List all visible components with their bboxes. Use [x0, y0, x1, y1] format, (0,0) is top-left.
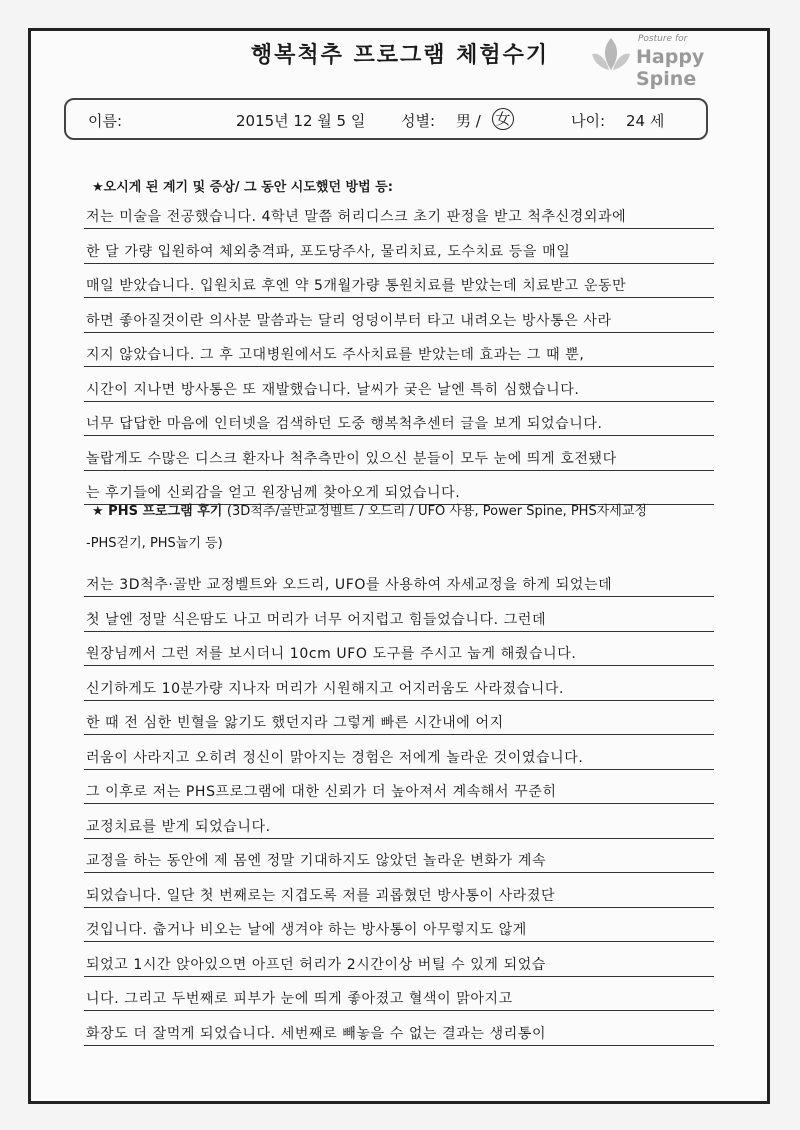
handwritten-line: 것입니다. 춥거나 비오는 날에 생겨야 하는 방사통이 아무렇지도 않게: [86, 922, 527, 938]
ruled-line: [84, 1045, 714, 1046]
handwritten-line: 신기하게도 10분가량 지나자 머리가 시원해지고 어지러움도 사라졌습니다.: [86, 680, 565, 697]
ruled-line: [84, 1010, 714, 1011]
handwritten-line: 되었고 1시간 앉아있으면 아프던 허리가 2시간이상 버틸 수 있게 되었습: [86, 956, 546, 973]
handwritten-line: 첫 날엔 정말 식은땀도 나고 머리가 너무 어지럽고 힘들었습니다. 그런데: [86, 611, 547, 628]
ruled-line: [84, 734, 714, 735]
handwritten-line: 한 달 가량 입원하여 체외충격파, 포도당주사, 물리치료, 도수치료 등을 매일: [86, 243, 571, 260]
handwritten-line: 한 때 전 심한 빈혈을 앓기도 했던지라 그렇게 빠른 시간내에 어지: [86, 715, 504, 731]
ruled-line: [84, 596, 714, 597]
age-value: 24 세: [626, 112, 665, 130]
ruled-line: [84, 228, 714, 229]
ruled-line: [84, 803, 714, 804]
handwritten-line: 시간이 지나면 방사통은 또 재발했습니다. 날씨가 궂은 날엔 특히 심했습니다.: [86, 381, 580, 398]
info-box: [64, 98, 708, 140]
handwritten-line: 매일 받았습니다. 입원치료 후엔 약 5개월가량 통원치료를 받았는데 치료받고 운동만: [86, 278, 627, 294]
handwritten-line: 니다. 그리고 두번째로 피부가 눈에 띄게 좋아졌고 혈색이 맑아지고: [86, 991, 513, 1007]
ruled-line: [84, 907, 714, 908]
section1-heading: ★오시게 된 계기 및 증상/ 그 동안 시도했던 방법 등:: [92, 180, 393, 195]
date-value: 2015년 12 월 5 일: [236, 112, 366, 130]
gender-male: 男 /: [456, 112, 481, 130]
ruled-line: [84, 941, 714, 942]
ruled-line: [84, 401, 714, 402]
handwritten-line: 교정을 하는 동안에 제 몸엔 정말 기대하지도 않았던 놀라운 변화가 계속: [86, 853, 547, 869]
handwritten-line: 화장도 더 잘먹게 되었습니다. 세번째로 빼놓을 수 없는 결과는 생리통이: [86, 1025, 547, 1042]
ruled-line: [84, 976, 714, 977]
logo-name: Happy Spine: [636, 46, 705, 90]
ruled-line: [84, 297, 714, 298]
gender-female-circled: 女: [492, 108, 514, 130]
ruled-line: [84, 332, 714, 333]
handwritten-line: 그 이후로 저는 PHS프로그램에 대한 신뢰가 더 높아져서 계속해서 꾸준히: [86, 784, 557, 800]
ruled-line: [84, 665, 714, 666]
happy-spine-logo: [588, 30, 748, 90]
ruled-line: [84, 872, 714, 873]
section2-heading: [92, 500, 647, 519]
name-label: 이름:: [88, 112, 123, 130]
handwritten-line: 저는 미술을 전공했습니다. 4학년 말쯤 허리디스크 초기 판정을 받고 척추신경외과에: [86, 209, 627, 225]
handwritten-line: 러움이 사라지고 오히려 정신이 맑아지는 경험은 저에게 놀라운 것이였습니다.: [86, 749, 584, 766]
handwritten-line: 저는 3D척추·골반 교정벨트와 오드리, UFO를 사용하여 자세교정을 하게 되었는데: [86, 577, 613, 593]
section2-heading-sub2: -PHS걷기, PHS눕기 등): [86, 536, 223, 551]
handwritten-line: 는 후기들에 신뢰감을 얻고 원장님께 찾아오게 되었습니다.: [86, 485, 461, 501]
logo-tagline: Posture for: [638, 34, 688, 44]
ruled-line: [84, 263, 714, 264]
leaf-logo-icon: [588, 34, 634, 74]
document-title: 행복척추 프로그램 체험수기: [250, 43, 550, 68]
ruled-line: [84, 435, 714, 436]
handwritten-line: 원장님께서 그런 저를 보시더니 10cm UFO 도구를 주시고 눕게 해줬습니다.: [86, 646, 577, 662]
handwritten-line: 너무 답답한 마음에 인터넷을 검색하던 도중 행복척추센터 글을 보게 되었습니다.: [86, 416, 603, 432]
ruled-line: [84, 366, 714, 367]
ruled-line: [84, 700, 714, 701]
handwritten-line: 하면 좋아질것이란 의사분 말씀과는 달리 엉덩이부터 타고 내려오는 방사통은 사라: [86, 312, 612, 329]
handwritten-line: 되었습니다. 일단 첫 번째로는 지겹도록 저를 괴롭혔던 방사통이 사라졌단: [86, 887, 556, 904]
ruled-line: [84, 838, 714, 839]
section2-heading-title: ★ PHS 프로그램 후기: [92, 504, 223, 519]
ruled-line: [84, 769, 714, 770]
ruled-line: [84, 470, 714, 471]
section2-heading-sub: (3D척추/골반교정벨트 / 오드리 / UFO 사용, Power Spine, PHS자세교정: [226, 504, 647, 519]
age-label: 나이:: [571, 112, 606, 130]
handwritten-line: 교정치료를 받게 되었습니다.: [86, 818, 271, 835]
handwritten-line: 지지 않았습니다. 그 후 고대병원에서도 주사치료를 받았는데 효과는 그 때 뿐,: [86, 347, 585, 363]
handwritten-line: 놀랍게도 수많은 디스크 환자나 척추측만이 있으신 분들이 모두 눈에 띄게 호전됐다: [86, 450, 617, 467]
gender-label: 성별:: [401, 112, 436, 130]
ruled-line: [84, 631, 714, 632]
